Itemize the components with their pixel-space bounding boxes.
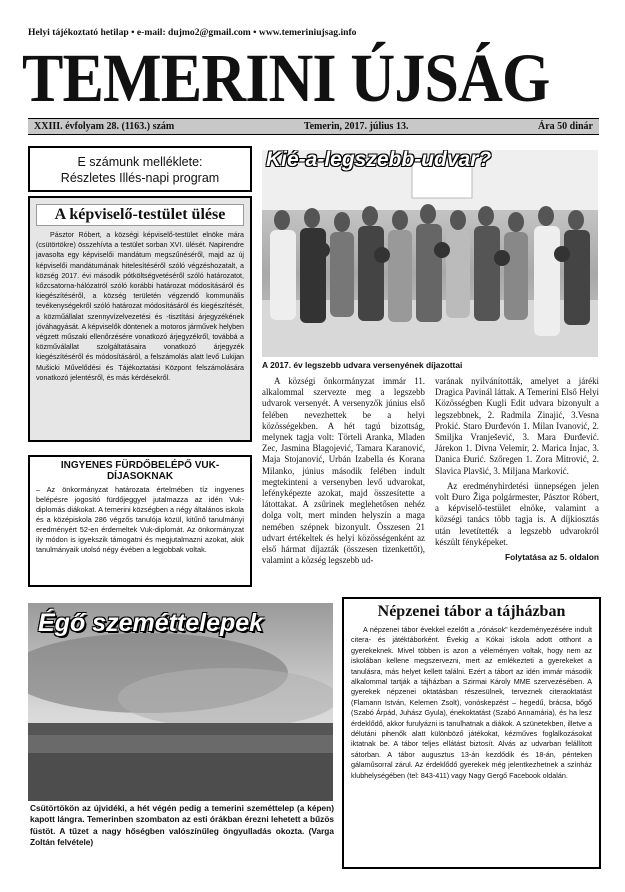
issue-info-bar [28, 118, 599, 135]
camp-body: A népzenei tábor évekkel ezelőtt a „rónások” kezdeményezésére indult citera- és játéktáborként. Évekig a Kókai iskola adott otthont a gyerekeknek. Mivel többen is azon a véleményen voltak, hogy nem az iskolában kellene megszervezni, mert az emlékezteti a gyerekeket a tanulásra, más helyet kellett találni. Ezért a tábort az idén immár második alkalommal tartják a tájházban a Szirmai Károly MME szervezésében. A gyerekek népzenei oktatásban részesülnek, terveznek citeraoktatást (Flamann István, Kelemen Zsolt), vonóskepzést – hegedű, brácsa, bőgő (Szabó Árpád, Juhász Gyula), énekoktatást (Szabó Annamária), és ha lesz érdeklődő, akkor furulyázni is tanulhatnak a diákok. A szünetekben, illetve a délutáni pihenők alatt különböző játékokat, kézműves foglalkozásokat iktatnak be. A tábor teljes ellátást biztosít. Alvás az udvarban felállított sátorban. A tábor augusztus 13-án kezdődik és 18-án, pénteken gálaműsorral zárul. Az érdeklődő gyerekek még jelentkezhetnek a színház klubhelységében (tel: 843-411) vagy Nagy Gergő Facebook oldalán. [351, 625, 592, 780]
group-photo-image [262, 150, 598, 357]
yard-column-2-part2: Az eredményhirdetési ünnepségen jelen volt Đuro Žiga polgármester, Pásztor Róbert, a képviselő-testület elnöke, valamint a községi tanács több tagja is. A díjkiosztás után levetítették a legszebb udvarokról készült fényképeket. [435, 480, 599, 547]
masthead-title: TEMERINI ÚJSÁG [22, 40, 550, 116]
camp-headline: Népzenei tábor a tájházban [377, 603, 566, 620]
yard-column-2 [435, 376, 599, 563]
landfill-caption: Csütörtökön az újvidéki, a hét végén pedig a temerini szeméttelep (a képen) kapott lángra. Temerinben szombaton az esti órákban érezni lehetett a bűzös füstöt. A tűzet a nagy hőségben valószínűleg öngyulladás okozta. (Varga Zoltán felvétele) [30, 803, 334, 847]
yard-photo-title: Kié-a-legszebb-udvar? [266, 150, 492, 171]
tagline: Helyi tájékoztató hetilap • e-mail: dujmo2@gmail.com • www.temeriniujsag.info [28, 27, 357, 38]
issue-date: Temerin, 2017. július 13. [303, 121, 409, 132]
continued-note: Folytatása az 5. oldalon [504, 552, 599, 563]
issue-price: Ára 50 dinár [538, 121, 593, 132]
landfill-photo [28, 603, 333, 801]
yard-column-2-part1: varának nyilvánították, amelyet a járéki Dragica Pavinál láttak. A Temerini Első Helyi Közösségben Kugli Edit udvara bizonyult a legszebbnek, 2. Radmila Zinajić, 3.Vesna Prokić. Staro Đurđevón 1. Milan Ivanović, 2. Smiljka Vranješević, 3. Mara Đurđević. Járekon 1. Divna Velemir, 2. Marica Injac, 3. Danica Đurić. Szőregen 1. Zora Mitrović, 2. Slavica Plavšić, 3. Miljana Marković. [435, 376, 599, 476]
yard-photo-caption: A 2017. év legszebb udvara versenyének díjazottai [262, 360, 463, 370]
bath-headline: INGYENES FÜRDŐBELÉPŐ VUK-DÍJASOKNAK [60, 460, 220, 482]
council-article [28, 196, 252, 442]
yard-award-photo [262, 150, 598, 357]
bath-article [28, 455, 252, 587]
issue-volume: XXIII. évfolyam 28. (1163.) szám [34, 121, 175, 132]
supplement-line1: E számunk melléklete: [77, 155, 203, 169]
council-headline: A képviselő-testület ülése [36, 204, 244, 226]
camp-article [342, 597, 601, 869]
supplement-box [28, 146, 252, 192]
council-body: Pásztor Róbert, a községi képviselő-testület elnöke mára (csütörtökre) összehívta a testület sorban XVI. ülését. Napirendre javasolta egy képviselői mandátum megszűnéséről, majd az új képviselői mandátumának hitelesítéséről szóló végzéshozatalt, a község 2017. évi második pótköltségvetéséről szóló határozatot, kőzcsatorna-hálózatról szóló korábbi határozat módosításáról és kiegészítéséről, a község területén végzendő kommunális tevékenységekről szóló határozat módosításáról és kiegészítését, a közműállalat szennyvízelvezetési és -tisztítási árjegyzékének jóváhagyását. A képviselők döntenek a motoros járművek helyben végzett műszaki ellenőrzésére vonatkozó árjegyzékről, továbbá a közműválallat szolgáltatásaira vonatkozó árjegyzék kiegészítéséről és módosításáról, a felszámolás alatt levő Lukijan Mušicki Művelődési és Tájékoztatási Központ felszámolására vonatkozó jelentésről, és más kérdésekről. [36, 231, 244, 382]
bath-body: – Az önkormányzat határozata értelmében tíz ingyenes belépésre jogosító fürdőjeggyel jutalmazza az idén Vuk-diplomás diákokat. A temerini községben a négy általános iskola és a középiskola 286 végzős tanulója közül, kitűnő tanulmányi eredményért 52-en érdemeltek Vuk-diplomát. Az önkormányzat ily módon is igyekszik támogatni és megjutalmazni azokat, akik tanulmányaik utolsó négy évében a legjobbak voltak. [36, 485, 244, 554]
yard-column-1: A községi önkormányzat immár 11. alkalommal szervezte meg a legszebb udvarok versenyét. A versenyzők június első felében nevezhettek be a helyi közösségekben. A hét tagú bizottság, melynek tagja volt: Törteli Aranka, Mladen Zec, Jasmina Blagojević, Tamara Karanović, Maja Stojanović, Urbán Izabella és Korana Milanko, június második felében indult megtekinteni a versenyben levő udvarokat, lefényképezte azokat, majd összesítette a látottakat. A zsűrinek meglehetősen nehéz dolga volt, mert minden helyszín a maga nemében szépnek bizonyult. Összesen 21 udvart értékeltek és helyi közösségenként az első hármat díjazták (összesen tizenkettőt), valamint a község legszebb ud- [262, 376, 425, 566]
supplement-line2: Részletes Illés-napi program [60, 171, 220, 185]
landfill-photo-title: Égő szeméttelepek [38, 609, 264, 637]
